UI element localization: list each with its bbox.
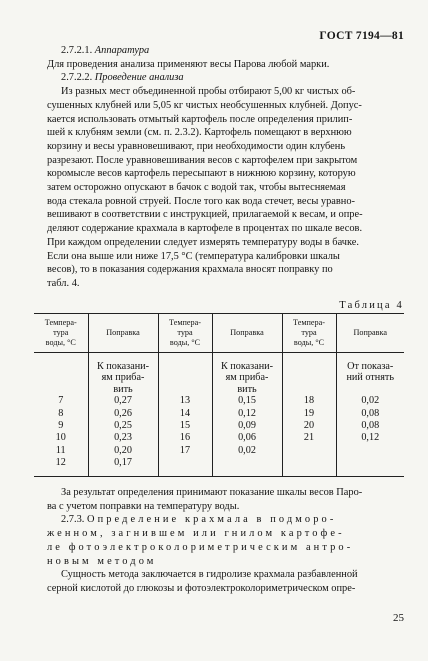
col-header-correction: Поправка xyxy=(336,314,404,353)
corr-cell: 0,17 xyxy=(88,457,158,476)
col-header-temperature: Темпера- тура воды, °С xyxy=(158,314,212,353)
corr-cell: 0,08 xyxy=(336,408,404,420)
section-number: 2.7.2.2. xyxy=(61,72,93,84)
table-row xyxy=(34,432,404,444)
corr-cell: 0,02 xyxy=(336,395,404,407)
temp-cell: 9 xyxy=(58,420,64,432)
corr-cell: 0,08 xyxy=(336,420,404,432)
section-number: 2.7.2.1. xyxy=(61,45,93,56)
corr-cell: 0,26 xyxy=(88,408,158,420)
correction-table xyxy=(34,313,404,477)
section-heading xyxy=(47,513,403,527)
corr-cell: 0,09 xyxy=(212,420,282,432)
section-heading xyxy=(47,44,403,58)
temp-cell: 13 xyxy=(158,395,212,407)
temp-cell: 18 xyxy=(282,395,336,407)
col-header-temperature: Темпера- тура воды, °С xyxy=(34,314,88,353)
table-caption: Таблица 4 xyxy=(339,300,404,311)
temp-cell: 14 xyxy=(158,408,212,420)
table-header-row xyxy=(34,314,404,353)
corr-cell: 0,23 xyxy=(88,432,158,444)
temp-cell: 21 xyxy=(282,432,336,444)
table-row xyxy=(34,408,404,420)
body-line: деляют содержание крахмала в картофеле в процентах по шкале весов. xyxy=(47,223,363,235)
body-line: ва с учетом поправки на температуру воды. xyxy=(47,500,240,512)
body-line: разрезают. После уравновешивания весов с картофелем при закрытом xyxy=(47,154,358,166)
note-add: К показани- ям приба- вить xyxy=(212,353,282,396)
temp-cell: 16 xyxy=(158,432,212,444)
corr-cell: 0,25 xyxy=(88,420,158,432)
temp-cell: 17 xyxy=(158,445,212,457)
temp-cell: 20 xyxy=(282,420,336,432)
section-number: 2.7.3. xyxy=(61,514,85,526)
corr-cell: 0,12 xyxy=(336,432,404,444)
note-subtract: От показа- ний отнять xyxy=(336,353,404,396)
section-title: новым методом xyxy=(47,555,157,567)
corr-cell: 0,20 xyxy=(88,445,158,457)
temp-cell: 12 xyxy=(34,457,88,476)
body-line: весов), то в показания содержания крахмала вносят поправку по xyxy=(47,264,333,276)
section-title: женном, загнившем или гнилом картофе- xyxy=(47,528,345,540)
document-header: ГОСТ 7194—81 xyxy=(319,30,404,42)
note-add: К показани- ям приба- вить xyxy=(88,353,158,396)
body-line: Сущность метода заключается в гидролизе крахмала разбавленной xyxy=(61,569,358,581)
table-row xyxy=(34,457,404,476)
col-header-correction: Поправка xyxy=(212,314,282,353)
corr-cell: 0,15 xyxy=(212,395,282,407)
body-line: кается использовать отмытый картофель после определения прилип- xyxy=(47,113,353,125)
table-row xyxy=(34,353,404,396)
body-line: шей к клубням земли (см. п. 2.3.2). Картофель помещают в верхнюю xyxy=(47,127,352,139)
body-line: сушенных клубней или 5,05 кг чистых необсушенных клубней. Допус- xyxy=(47,99,362,111)
body-line: вода стекала ровной струей. После того как вода стечет, весы уравно- xyxy=(47,195,356,207)
corr-cell: 0,12 xyxy=(212,408,282,420)
section-title: ле фотоэлектроколориметрическим антро- xyxy=(47,541,354,553)
body-line: Если она выше или ниже 17,5 °С (температура калибровки шкалы xyxy=(47,250,340,262)
table-row xyxy=(34,395,404,407)
body-line: корзину и весы уравновешивают, при необходимости один клубень xyxy=(47,140,346,152)
body-line: Из разных мест объединенной пробы отбирают 5,00 кг чистых об- xyxy=(61,86,356,98)
temp-cell: 11 xyxy=(55,444,66,456)
temp-cell: 15 xyxy=(158,420,212,432)
temp-cell: 10 xyxy=(55,432,66,444)
table-row xyxy=(34,445,404,457)
col-header-temperature: Темпера- тура воды, °С xyxy=(282,314,336,353)
section-title: Определение крахмала в подморо- xyxy=(87,514,337,526)
body-line: вешивают в соответствии с инструкцией, прилагаемой к весам, и опре- xyxy=(47,209,363,221)
col-header-correction: Поправка xyxy=(88,314,158,353)
temp-cell: 8 xyxy=(58,407,64,419)
body-line: При каждом определении следует измерять температуру воды в бачке. xyxy=(47,236,360,248)
body-line: серной кислотой до глюкозы и фотоэлектроколориметрическом опре- xyxy=(47,582,356,594)
body-line: затем осторожно опускают в бачок с водой так, чтобы вытесняемая xyxy=(47,182,346,194)
body-line: За результат определения принимают показание шкалы весов Паро- xyxy=(61,487,363,498)
table-row xyxy=(34,420,404,432)
section-title: Проведение анализа xyxy=(94,72,184,84)
page-number: 25 xyxy=(393,612,404,624)
result-and-method-section xyxy=(47,486,403,596)
section-title: Аппаратура xyxy=(94,45,150,56)
body-line: коромысле весов картофель пересыпают в нижнюю корзину, которую xyxy=(47,168,356,180)
body-line: Для проведения анализа применяют весы Парова любой марки. xyxy=(47,58,330,70)
temp-cell: 19 xyxy=(282,408,336,420)
section-apparatus xyxy=(47,44,403,291)
section-heading xyxy=(47,71,403,85)
body-line: табл. 4. xyxy=(47,277,80,289)
corr-cell: 0,02 xyxy=(212,445,282,457)
corr-cell: 0,06 xyxy=(212,432,282,444)
temp-cell: 7 xyxy=(58,395,64,407)
corr-cell: 0,27 xyxy=(88,395,158,407)
analysis-paragraph xyxy=(47,85,403,291)
